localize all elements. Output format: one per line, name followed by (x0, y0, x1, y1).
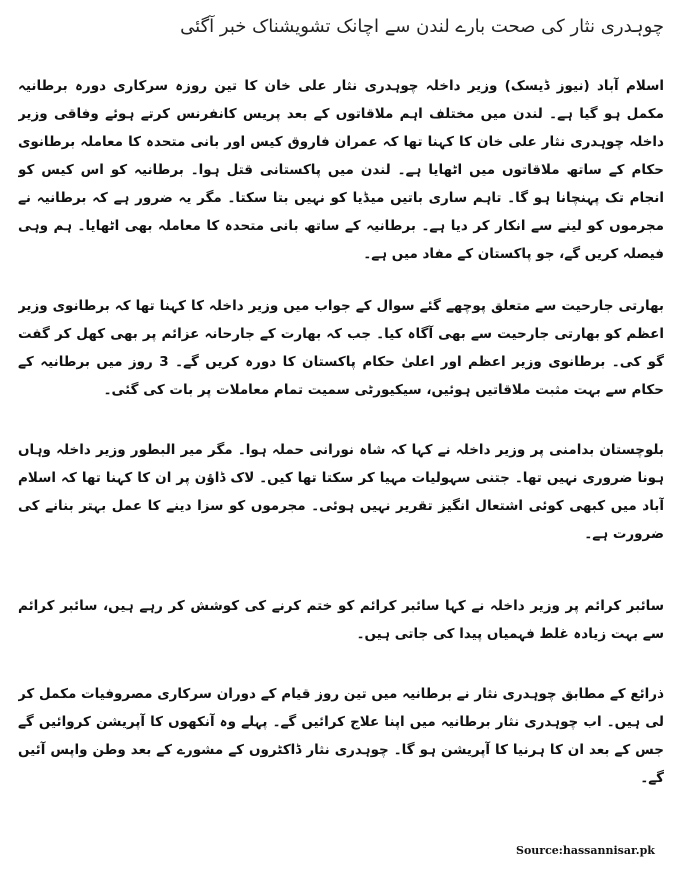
article-paragraph: بلوچستان بدامنی پر وزیر داخلہ نے کہا کہ شاہ نورانی حملہ ہوا۔ مگر میر البطور وزیر داخلہ وہاں ہونا ضروری نہیں تھا۔ جتنی سہولیات مہیا کر سکتا تھا کیں۔ لاک ڈاؤن پر ان کا کہنا تھا کہ اسلام آباد میں کبھی کوئی اشتعال انگیز تقریر نہیں ہوئی۔ مجرموں کو سزا دینے کا عمل بہتر بنانے کی ضرورت ہے۔ (18, 442, 664, 542)
article-headline: چوہدری نثار کی صحت بارے لندن سے اچانک تشویشناک خبر آگئی (180, 16, 664, 37)
headline-container (18, 14, 664, 44)
article-paragraph: بھارتی جارحیت سے متعلق پوچھے گئے سوال کے جواب میں وزیر داخلہ کا کہنا تھا کہ برطانوی وزیر اعظم کو بھارتی جارحیت سے بھی آگاہ کیا۔ جب کہ بھارت کے جارحانہ عزائم پر بھی کھل کر گفت گو کی۔ برطانوی وزیر اعظم اور اعلیٰ حکام پاکستان کا دورہ کریں گے۔ 3 روز میں برطانیہ کے حکام سے بہت مثبت ملاقاتیں ہوئیں، سیکیورٹی سمیت تمام معاملات پر بات کی گئی۔ (18, 298, 664, 398)
article-paragraph: سائبر کرائم پر وزیر داخلہ نے کہا سائبر کرائم کو ختم کرنے کی کوشش کر رہے ہیں، سائبر کرائم سے بہت زیادہ غلط فہمیاں پیدا کی جاتی ہیں۔ (18, 598, 664, 642)
article-paragraph: اسلام آباد (نیوز ڈیسک) وزیر داخلہ چوہدری نثار علی خان کا تین روزہ سرکاری دورہ برطانیہ مکمل ہو گیا ہے۔ لندن میں مختلف اہم ملاقاتوں کے بعد پریس کانفرنس کرتے ہوئے وفاقی وزیر داخلہ چوہدری نثار علی خان کا کہنا تھا کہ عمران فاروق کیس اور بانی متحدہ کا معاملہ برطانوی حکام کے ساتھ ملاقاتوں میں اٹھایا ہے۔ لندن میں پاکستانی قتل ہوا۔ برطانیہ کو اس کیس کو انجام تک پہنچانا ہو گا۔ تاہم ساری باتیں میڈیا کو نہیں بتا سکتا۔ مگر یہ ضرور ہے کہ برطانیہ نے مجرموں کو لینے سے انکار کر دیا ہے۔ برطانیہ کے ساتھ بانی متحدہ کا معاملہ بھی اٹھایا۔ ہم وہی فیصلہ کریں گے، جو پاکستان کے مفاد میں ہے۔ (18, 78, 664, 262)
article-paragraph: ذرائع کے مطابق چوہدری نثار نے برطانیہ میں تین روز قیام کے دوران سرکاری مصروفیات مکمل کر لی ہیں۔ اب چوہدری نثار برطانیہ میں اپنا علاج کرائیں گے۔ پہلے وہ آنکھوں کا آپریشن کروائیں گے جس کے بعد ان کا ہرنیا کا آپریشن ہو گا۔ چوہدری نثار ڈاکٹروں کے مشورے کے بعد وطن واپس آئیں گے۔ (18, 686, 664, 786)
source-credit: Source:hassannisar.pk (516, 844, 655, 857)
